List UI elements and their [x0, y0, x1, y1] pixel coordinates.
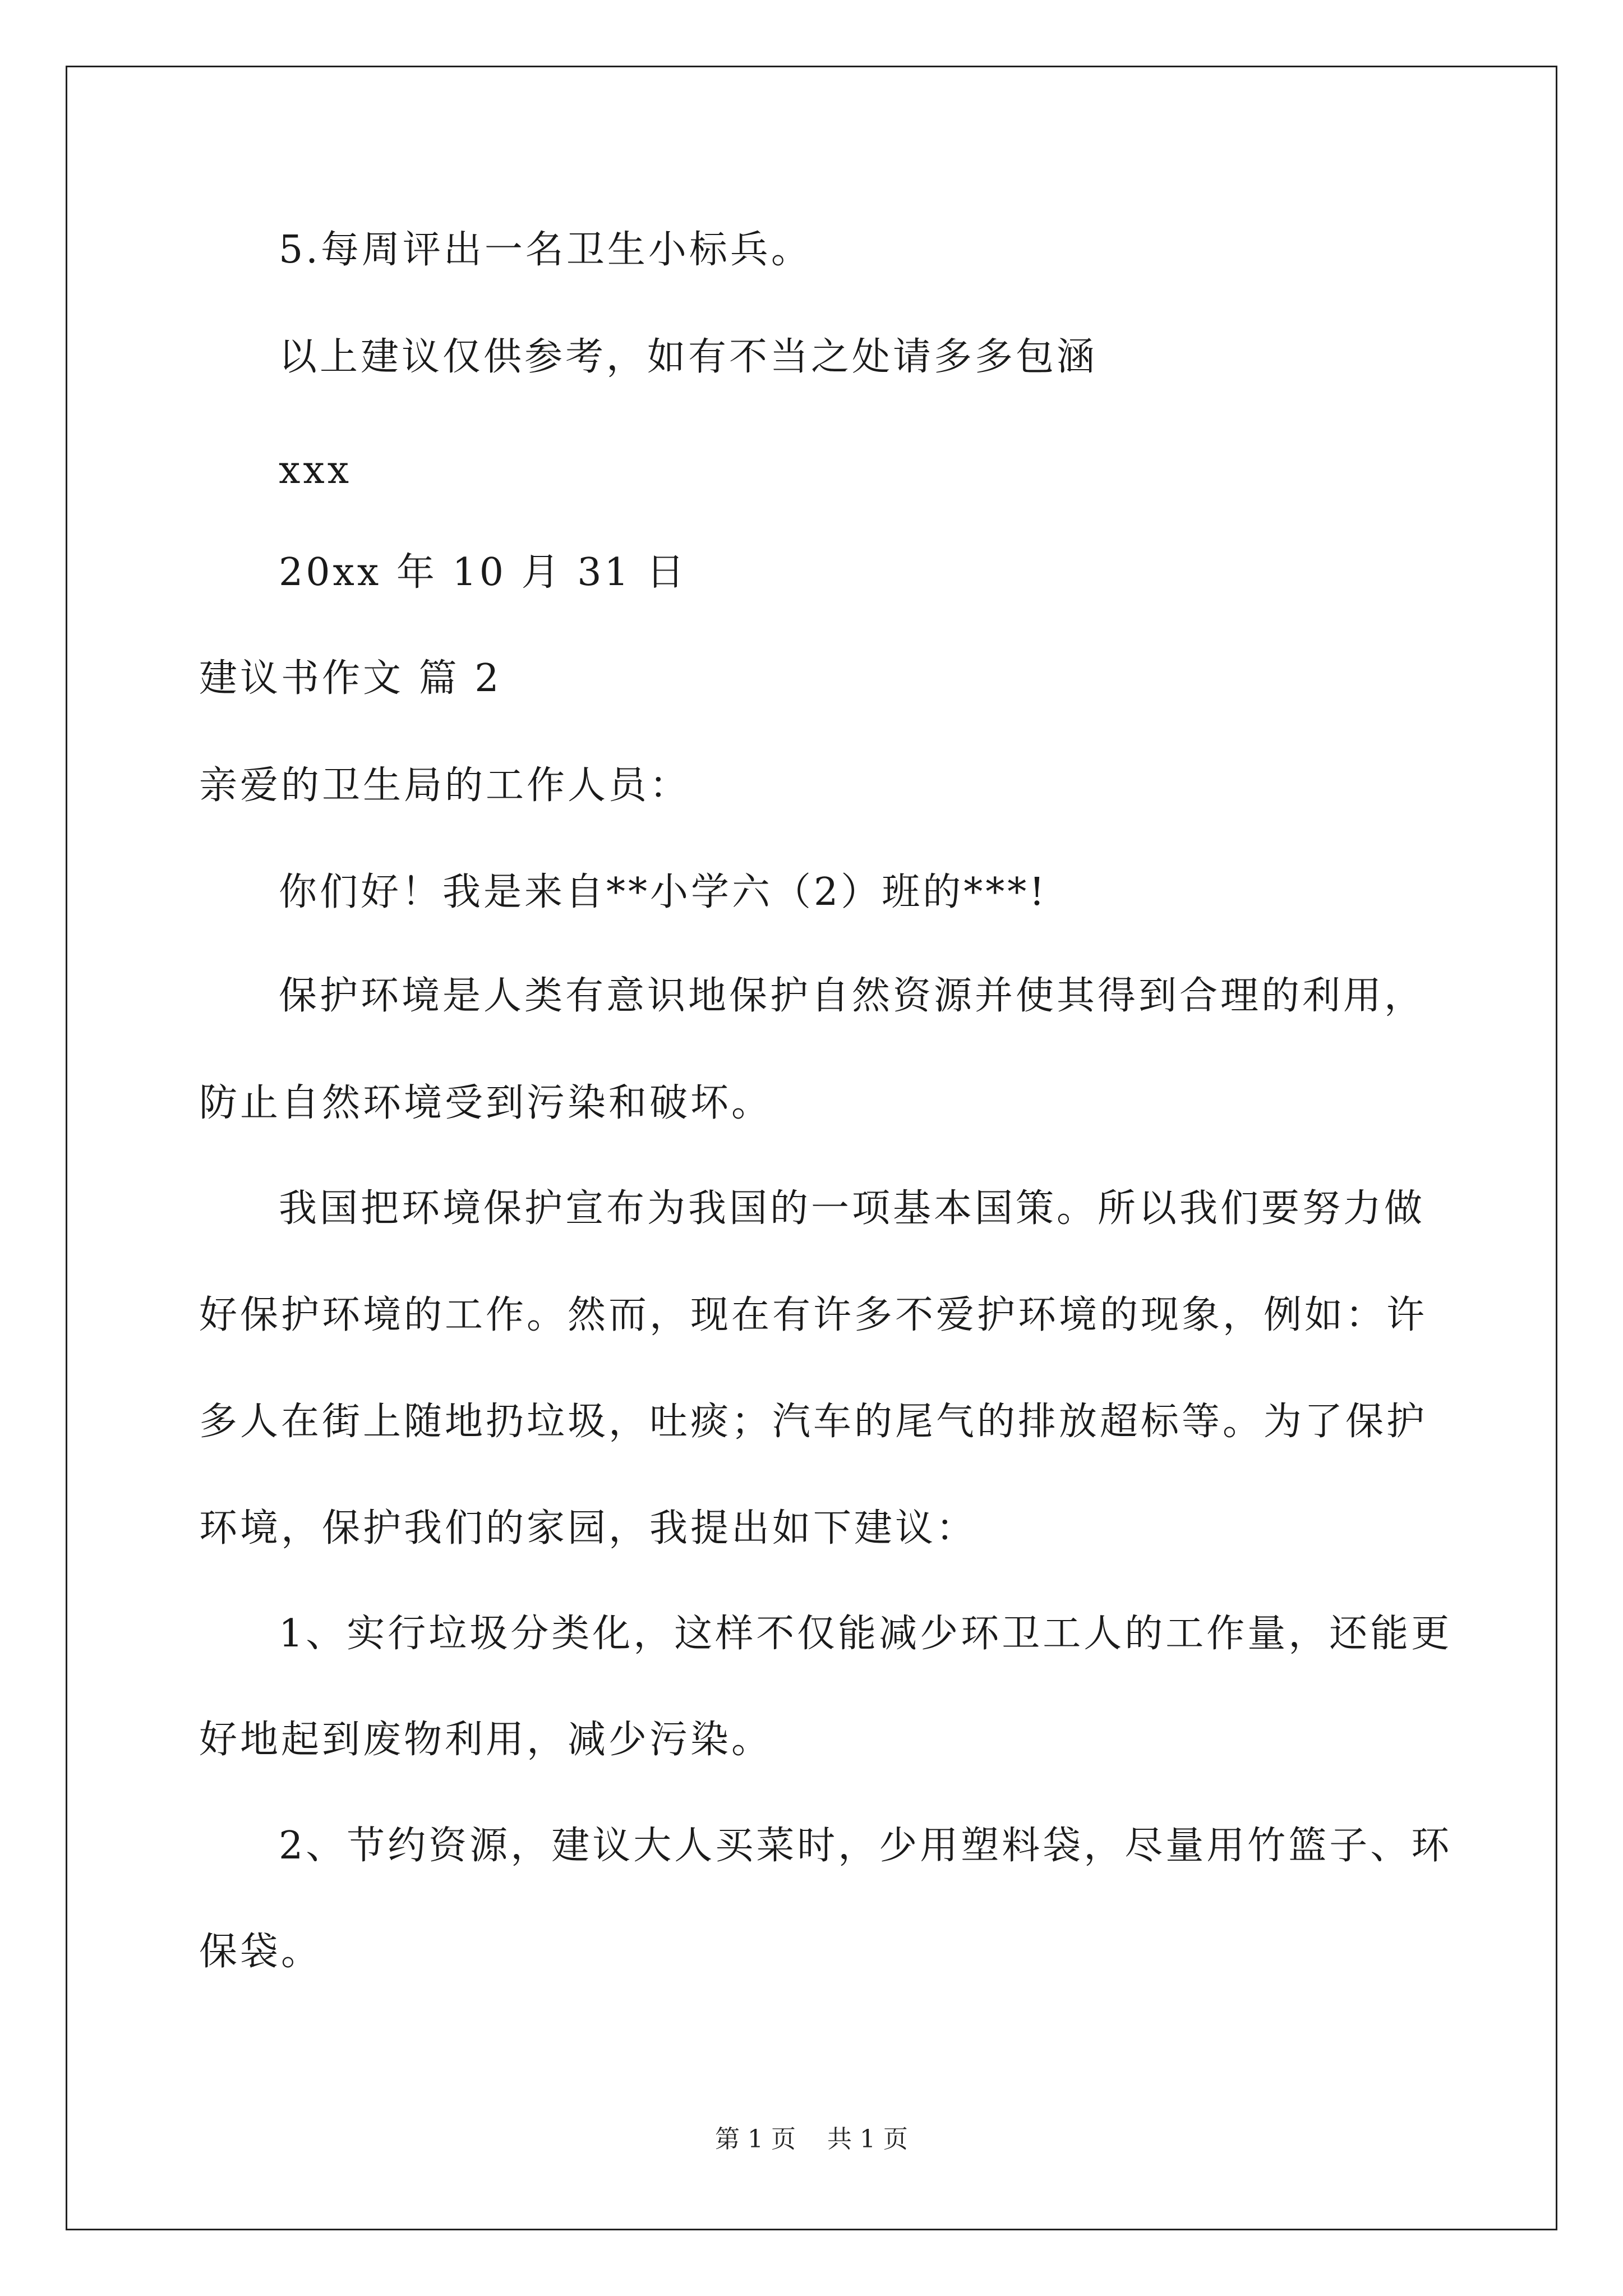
suggestion-2-cont: 保袋。	[199, 1930, 322, 1974]
paragraph-line: 多人在街上随地扔垃圾，吐痰；汽车的尾气的排放超标等。为了保护	[199, 1400, 1428, 1444]
page-number: 第 1 页 共 1 页	[715, 2125, 908, 2154]
greeting: 你们好！我是来自**小学六（2）班的***!	[279, 870, 1048, 914]
paragraph-line: 好保护环境的工作。然而，现在有许多不爱护环境的现象，例如：许	[199, 1293, 1428, 1337]
suggestion-1-cont: 好地起到废物利用，减少污染。	[199, 1718, 773, 1762]
page-border	[66, 66, 1557, 2230]
suggestion-2: 2、节约资源，建议大人买菜时，少用塑料袋，尽量用竹篮子、环	[279, 1824, 1453, 1868]
closing-remark: 以上建议仅供参考，如有不当之处请多多包涵	[279, 335, 1098, 379]
paragraph-line: 环境，保护我们的家园，我提出如下建议：	[199, 1506, 978, 1550]
signature-name: xxx	[279, 448, 352, 493]
paragraph-line: 防止自然环境受到污染和破坏。	[199, 1081, 773, 1125]
section-heading: 建议书作文 篇 2	[199, 656, 502, 701]
salutation: 亲爱的卫生局的工作人员：	[199, 763, 691, 808]
item-5-text: 5.每周评出一名卫生小标兵。	[279, 228, 812, 272]
paragraph-line: 保护环境是人类有意识地保护自然资源并使其得到合理的利用，	[279, 974, 1426, 1018]
suggestion-1: 1、实行垃圾分类化，这样不仅能减少环卫工人的工作量，还能更	[279, 1612, 1453, 1656]
signature-date: 20xx 年 10 月 31 日	[279, 550, 688, 595]
paragraph-line: 我国把环境保护宣布为我国的一项基本国策。所以我们要努力做	[279, 1186, 1426, 1231]
